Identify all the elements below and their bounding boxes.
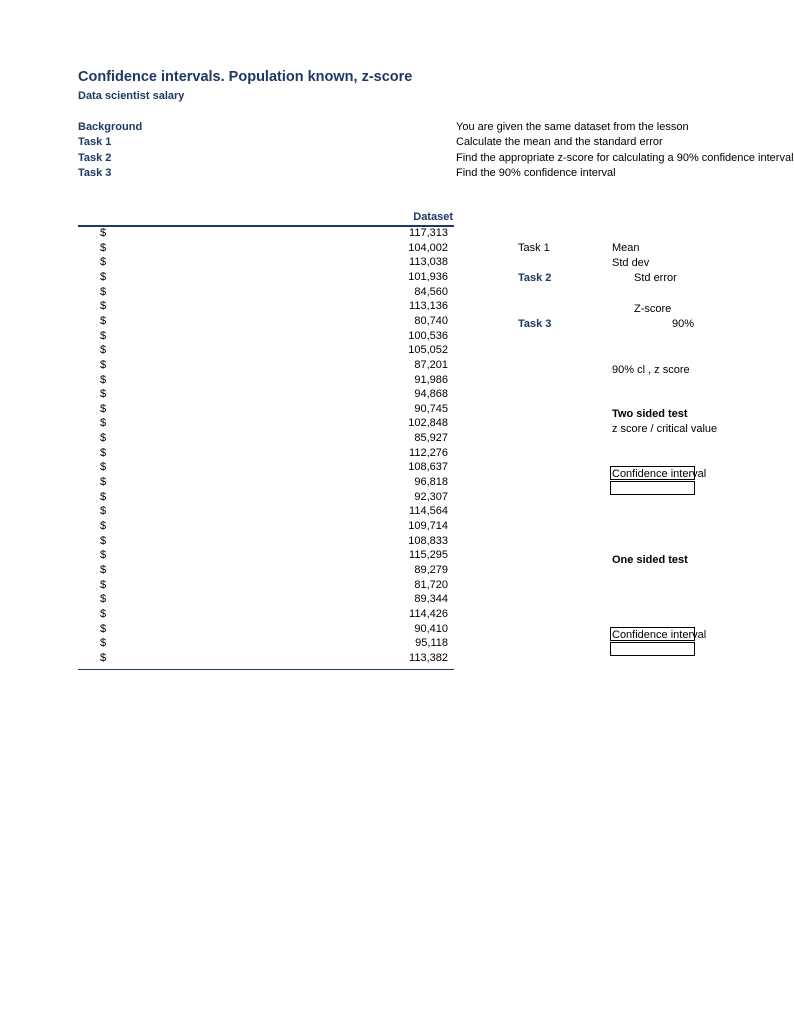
dataset-value: 113,136 (409, 300, 448, 312)
dataset-value: 90,410 (414, 623, 448, 635)
page-title: Confidence intervals. Population known, z-score (78, 69, 413, 85)
task1-label: Task 1 (518, 242, 550, 254)
dataset-value: 115,295 (409, 549, 448, 561)
dataset-currency: $ (100, 579, 107, 591)
dataset-currency: $ (100, 652, 107, 664)
dataset-value: 94,868 (414, 388, 448, 400)
dataset-currency: $ (100, 491, 107, 503)
dataset-value: 91,986 (414, 374, 448, 386)
dataset-currency: $ (100, 256, 107, 268)
dataset-currency: $ (100, 330, 107, 342)
dataset-currency: $ (100, 359, 107, 371)
dataset-value: 92,307 (414, 491, 448, 503)
dataset-value: 89,344 (414, 593, 448, 605)
ci-one-sided-header-cell: Confidence interval (612, 629, 707, 641)
dataset-value: 81,720 (414, 579, 448, 591)
dataset-currency: $ (100, 637, 107, 649)
dataset-currency: $ (100, 432, 107, 444)
dataset-value: 113,382 (409, 652, 448, 664)
task-desc-background: You are given the same dataset from the lesson (456, 121, 689, 133)
dataset-currency: $ (100, 271, 107, 283)
task3-label: Task 3 (518, 318, 552, 330)
dataset-currency: $ (100, 242, 107, 254)
dataset-currency: $ (100, 593, 107, 605)
dataset-currency: $ (100, 286, 107, 298)
dataset-value: 96,818 (414, 476, 448, 488)
task-label-background: Background (78, 121, 143, 133)
task-label-3: Task 3 (78, 167, 112, 179)
dataset-value: 105,052 (408, 344, 448, 356)
dataset-value: 112,276 (409, 447, 448, 459)
dataset-value: 104,002 (408, 242, 448, 254)
dataset-currency: $ (100, 476, 107, 488)
dataset-currency: $ (100, 549, 107, 561)
ci-z-score-label: 90% cl , z score (612, 364, 690, 376)
dataset-value: 90,745 (414, 403, 448, 415)
task-desc-2: Find the appropriate z-score for calculating a 90% confidence interval (456, 152, 794, 164)
dataset-currency: $ (100, 315, 107, 327)
dataset-currency: $ (100, 374, 107, 386)
dataset-value: 114,426 (409, 608, 448, 620)
one-sided-test-heading: One sided test (612, 554, 688, 566)
dataset-value: 100,536 (408, 330, 448, 342)
dataset-value: 102,848 (408, 417, 448, 429)
dataset-currency: $ (100, 461, 107, 473)
dataset-header: Dataset (413, 211, 453, 223)
dataset-currency: $ (100, 417, 107, 429)
dataset-currency: $ (100, 403, 107, 415)
dataset-currency: $ (100, 300, 107, 312)
dataset-value: 109,714 (408, 520, 448, 532)
dataset-currency: $ (100, 447, 107, 459)
dataset-currency: $ (100, 520, 107, 532)
dataset-currency: $ (100, 564, 107, 576)
ci-two-sided-value-cell[interactable] (610, 481, 695, 495)
dataset-currency: $ (100, 344, 107, 356)
std-error-label: Std error (634, 272, 677, 284)
std-dev-label: Std dev (612, 257, 650, 269)
dataset-value: 80,740 (414, 315, 448, 327)
dataset-value: 85,927 (414, 432, 448, 444)
task2-label: Task 2 (518, 272, 552, 284)
z-score-label: Z-score (634, 303, 672, 315)
dataset-currency: $ (100, 505, 107, 517)
dataset-currency: $ (100, 535, 107, 547)
dataset-currency: $ (100, 623, 107, 635)
dataset-value: 84,560 (414, 286, 448, 298)
ci-one-sided-value-cell[interactable] (610, 642, 695, 656)
task-desc-1: Calculate the mean and the standard error (456, 136, 663, 148)
confidence-level-label: 90% (672, 318, 695, 330)
task-desc-3: Find the 90% confidence interval (456, 167, 616, 179)
page-subtitle: Data scientist salary (78, 90, 185, 102)
dataset-value: 95,118 (415, 637, 448, 649)
mean-label: Mean (612, 242, 640, 254)
task-label-1: Task 1 (78, 136, 112, 148)
dataset-value: 89,279 (414, 564, 448, 576)
dataset-bottom-rule (78, 669, 454, 670)
dataset-value: 87,201 (414, 359, 448, 371)
z-critical-label: z score / critical value (612, 423, 718, 435)
dataset-value: 108,833 (408, 535, 448, 547)
dataset-value: 114,564 (409, 505, 448, 517)
dataset-value: 108,637 (408, 461, 448, 473)
ci-two-sided-header-cell: Confidence interval (612, 468, 707, 480)
dataset-value: 117,313 (409, 227, 448, 239)
task-label-2: Task 2 (78, 152, 112, 164)
dataset-currency: $ (100, 388, 107, 400)
dataset-value: 113,038 (409, 256, 448, 268)
dataset-value: 101,936 (408, 271, 448, 283)
dataset-currency: $ (100, 608, 107, 620)
two-sided-test-heading: Two sided test (612, 408, 688, 420)
dataset-currency: $ (100, 227, 107, 239)
